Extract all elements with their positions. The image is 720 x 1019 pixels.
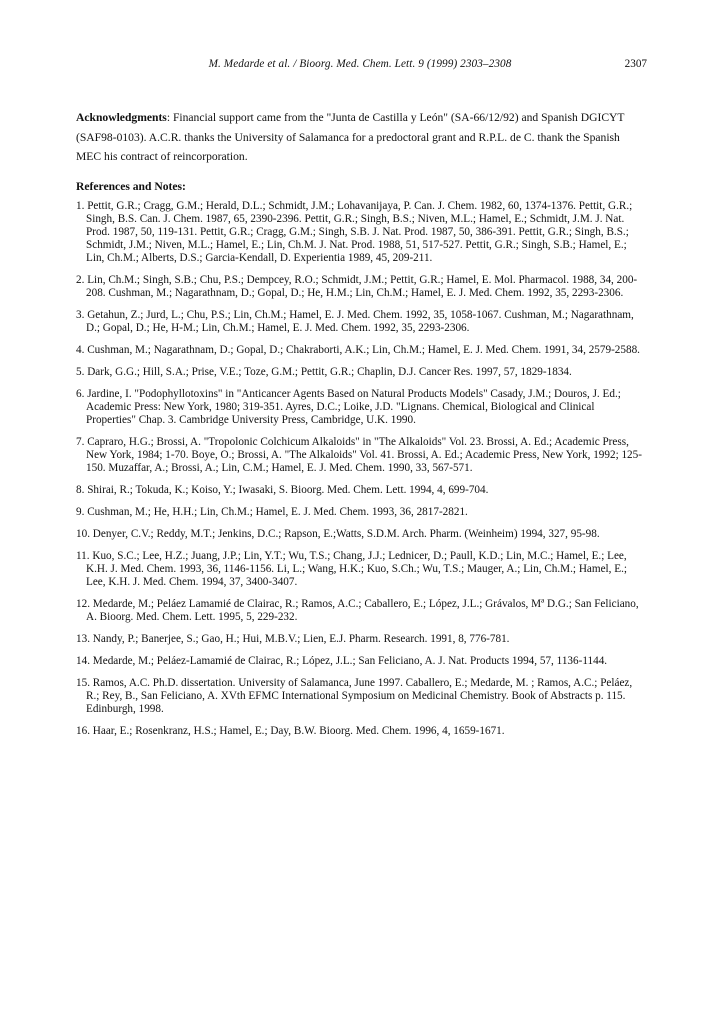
reference-item: 5. Dark, G.G.; Hill, S.A.; Prise, V.E.; Toze, G.M.; Pettit, G.R.; Chaplin, D.J. Cancer Res. 1997, 57, 1829-1834. (76, 365, 572, 378)
reference-item: 3. Getahun, Z.; Jurd, L.; Chu, P.S.; Lin, Ch.M.; Hamel, E. J. Med. Chem. 1992, 35, 1058-1067. Cushman, M.; Nagarathnam, D.; Gopal, D.; He, H-M.; Lin, Ch.M.; Hamel, E. J. Med. Chem. 1992, 35, 2293-2306. (76, 308, 634, 334)
journal-citation: M. Medarde et al. / Bioorg. Med. Chem. Lett. 9 (1999) 2303–2308 (208, 58, 512, 70)
references-list (76, 200, 644, 747)
page-number: 2307 (624, 58, 647, 70)
reference-item: 9. Cushman, M.; He, H.H.; Lin, Ch.M.; Hamel, E. J. Med. Chem. 1993, 36, 2817-2821. (76, 505, 468, 518)
reference-item: 12. Medarde, M.; Peláez Lamamié de Clairac, R.; Ramos, A.C.; Caballero, E.; López, J.L.; Grávalos, Mª D.G.; San Feliciano, A. Bioorg. Med. Chem. Lett. 1995, 5, 229-232. (76, 597, 639, 623)
reference-item: 10. Denyer, C.V.; Reddy, M.T.; Jenkins, D.C.; Rapson, E.;Watts, S.D.M. Arch. Pharm. (Weinheim) 1994, 327, 95-98. (76, 527, 600, 540)
reference-item: 13. Nandy, P.; Banerjee, S.; Gao, H.; Hui, M.B.V.; Lien, E.J. Pharm. Research. 1991, 8, 776-781. (76, 632, 510, 645)
acknowledgments-label: Acknowledgments (76, 111, 167, 124)
reference-item: 8. Shirai, R.; Tokuda, K.; Koiso, Y.; Iwasaki, S. Bioorg. Med. Chem. Lett. 1994, 4, 699-704. (76, 483, 489, 496)
running-header (0, 58, 720, 74)
reference-item: 15. Ramos, A.C. Ph.D. dissertation. University of Salamanca, June 1997. Caballero, E.; Medarde, M. ; Ramos, A.C.; Peláez, R.; Rey, B., San Feliciano, A. XVth EFMC International Symposium on Medicinal Chemistry. Book of Abstracts p. 115. Edinburgh, 1998. (76, 677, 633, 715)
reference-item: 4. Cushman, M.; Nagarathnam, D.; Gopal, D.; Chakraborti, A.K.; Lin, Ch.M.; Hamel, E. J. Med. Chem. 1991, 34, 2579-2588. (76, 343, 640, 356)
references-heading: References and Notes: (76, 180, 186, 193)
reference-item: 16. Haar, E.; Rosenkranz, H.S.; Hamel, E.; Day, B.W. Bioorg. Med. Chem. 1996, 4, 1659-1671. (76, 725, 505, 737)
reference-item: 1. Pettit, G.R.; Cragg, G.M.; Herald, D.L.; Schmidt, J.M.; Lohavanijaya, P. Can. J. Chem. 1982, 60, 1374-1376. Pettit, G.R.; Singh, B.S. Can. J. Chem. 1987, 65, 2390-2396. Pettit, G.R.; Singh, B.S.; Niven, M.L.; Hamel, E.; Schmidt, J.M. J. Nat. Prod. 1987, 50, 119-131. Pettit, G.R.; Cragg, G.M.; Singh, S.B. J. Nat. Prod. 1987, 50, 386-391. Pettit, G.R.; Singh, B.S.; Schmidt, J.M.; Niven, M.L.; Hamel, E.; Lin, Ch.M. J. Nat. Prod. 1988, 51, 517-527. Pettit, G.R.; Singh, S.B.; Hamel, E.; Lin, Ch.M.; Alberts, D.S.; Garcia-Kendall, D. Experientia 1989, 45, 209-211. (76, 200, 633, 264)
reference-item: 14. Medarde, M.; Peláez-Lamamié de Clairac, R.; López, J.L.; San Feliciano, A. J. Nat. Products 1994, 57, 1136-1144. (76, 655, 608, 667)
reference-item: 11. Kuo, S.C.; Lee, H.Z.; Juang, J.P.; Lin, Y.T.; Wu, T.S.; Chang, J.J.; Lednicer, D.; Paull, K.D.; Lin, M.C.; Hamel, E.; Lee, K.H. J. Med. Chem. 1993, 36, 1146-1156. Li, L.; Wang, H.K.; Kuo, S.Ch.; Wu, T.S.; Mauger, A.; Lin, Ch.M.; Hamel, E.; Lee, K.H. J. Med. Chem. 1994, 37, 3400-3407. (76, 550, 627, 588)
acknowledgments-text: : Financial support came from the "Junta de Castilla y León" (SA-66/12/92) and Spanish DGICYT (SAF98-0103). A.C.R. thanks the University of Salamanca for a predoctoral grant and R.P.L. de C. thank the Spanish MEC his contract of reincorporation. (76, 111, 625, 163)
reference-item: 2. Lin, Ch.M.; Singh, S.B.; Chu, P.S.; Dempcey, R.O.; Schmidt, J.M.; Pettit, G.R.; Hamel, E. Mol. Pharmacol. 1988, 34, 200-208. Cushman, M.; Nagarathnam, D.; Gopal, D.; He, H.M.; Lin, Ch.M.; Hamel, E. J. Med. Chem. 1992, 35, 2293-2306. (76, 273, 638, 299)
reference-item: 6. Jardine, I. "Podophyllotoxins" in "Anticancer Agents Based on Natural Products Models" Casady, J.M.; Douros, J. Ed.; Academic Press: New York, 1980; 319-351. Ayres, D.C.; Loike, J.D. "Lignans. Chemical, Biological and Clinical Properties" Chap. 3. Cambridge University Press, Cambridge, U.K. 1990. (76, 387, 621, 426)
acknowledgments-paragraph (76, 108, 644, 167)
reference-item: 7. Capraro, H.G.; Brossi, A. "Tropolonic Colchicum Alkaloids" in "The Alkaloids" Vol. 23. Brossi, A. Ed.; Academic Press, New York, 1984; 1-70. Boye, O.; Brossi, A. "The Alkaloids" Vol. 41. Brossi, A. Ed.; Academic Press, New York, 1992; 125-150. Muzaffar, A.; Brossi, A.; Lin, C.M.; Hamel, E. J. Med. Chem. 1990, 33, 567-571. (76, 435, 642, 474)
